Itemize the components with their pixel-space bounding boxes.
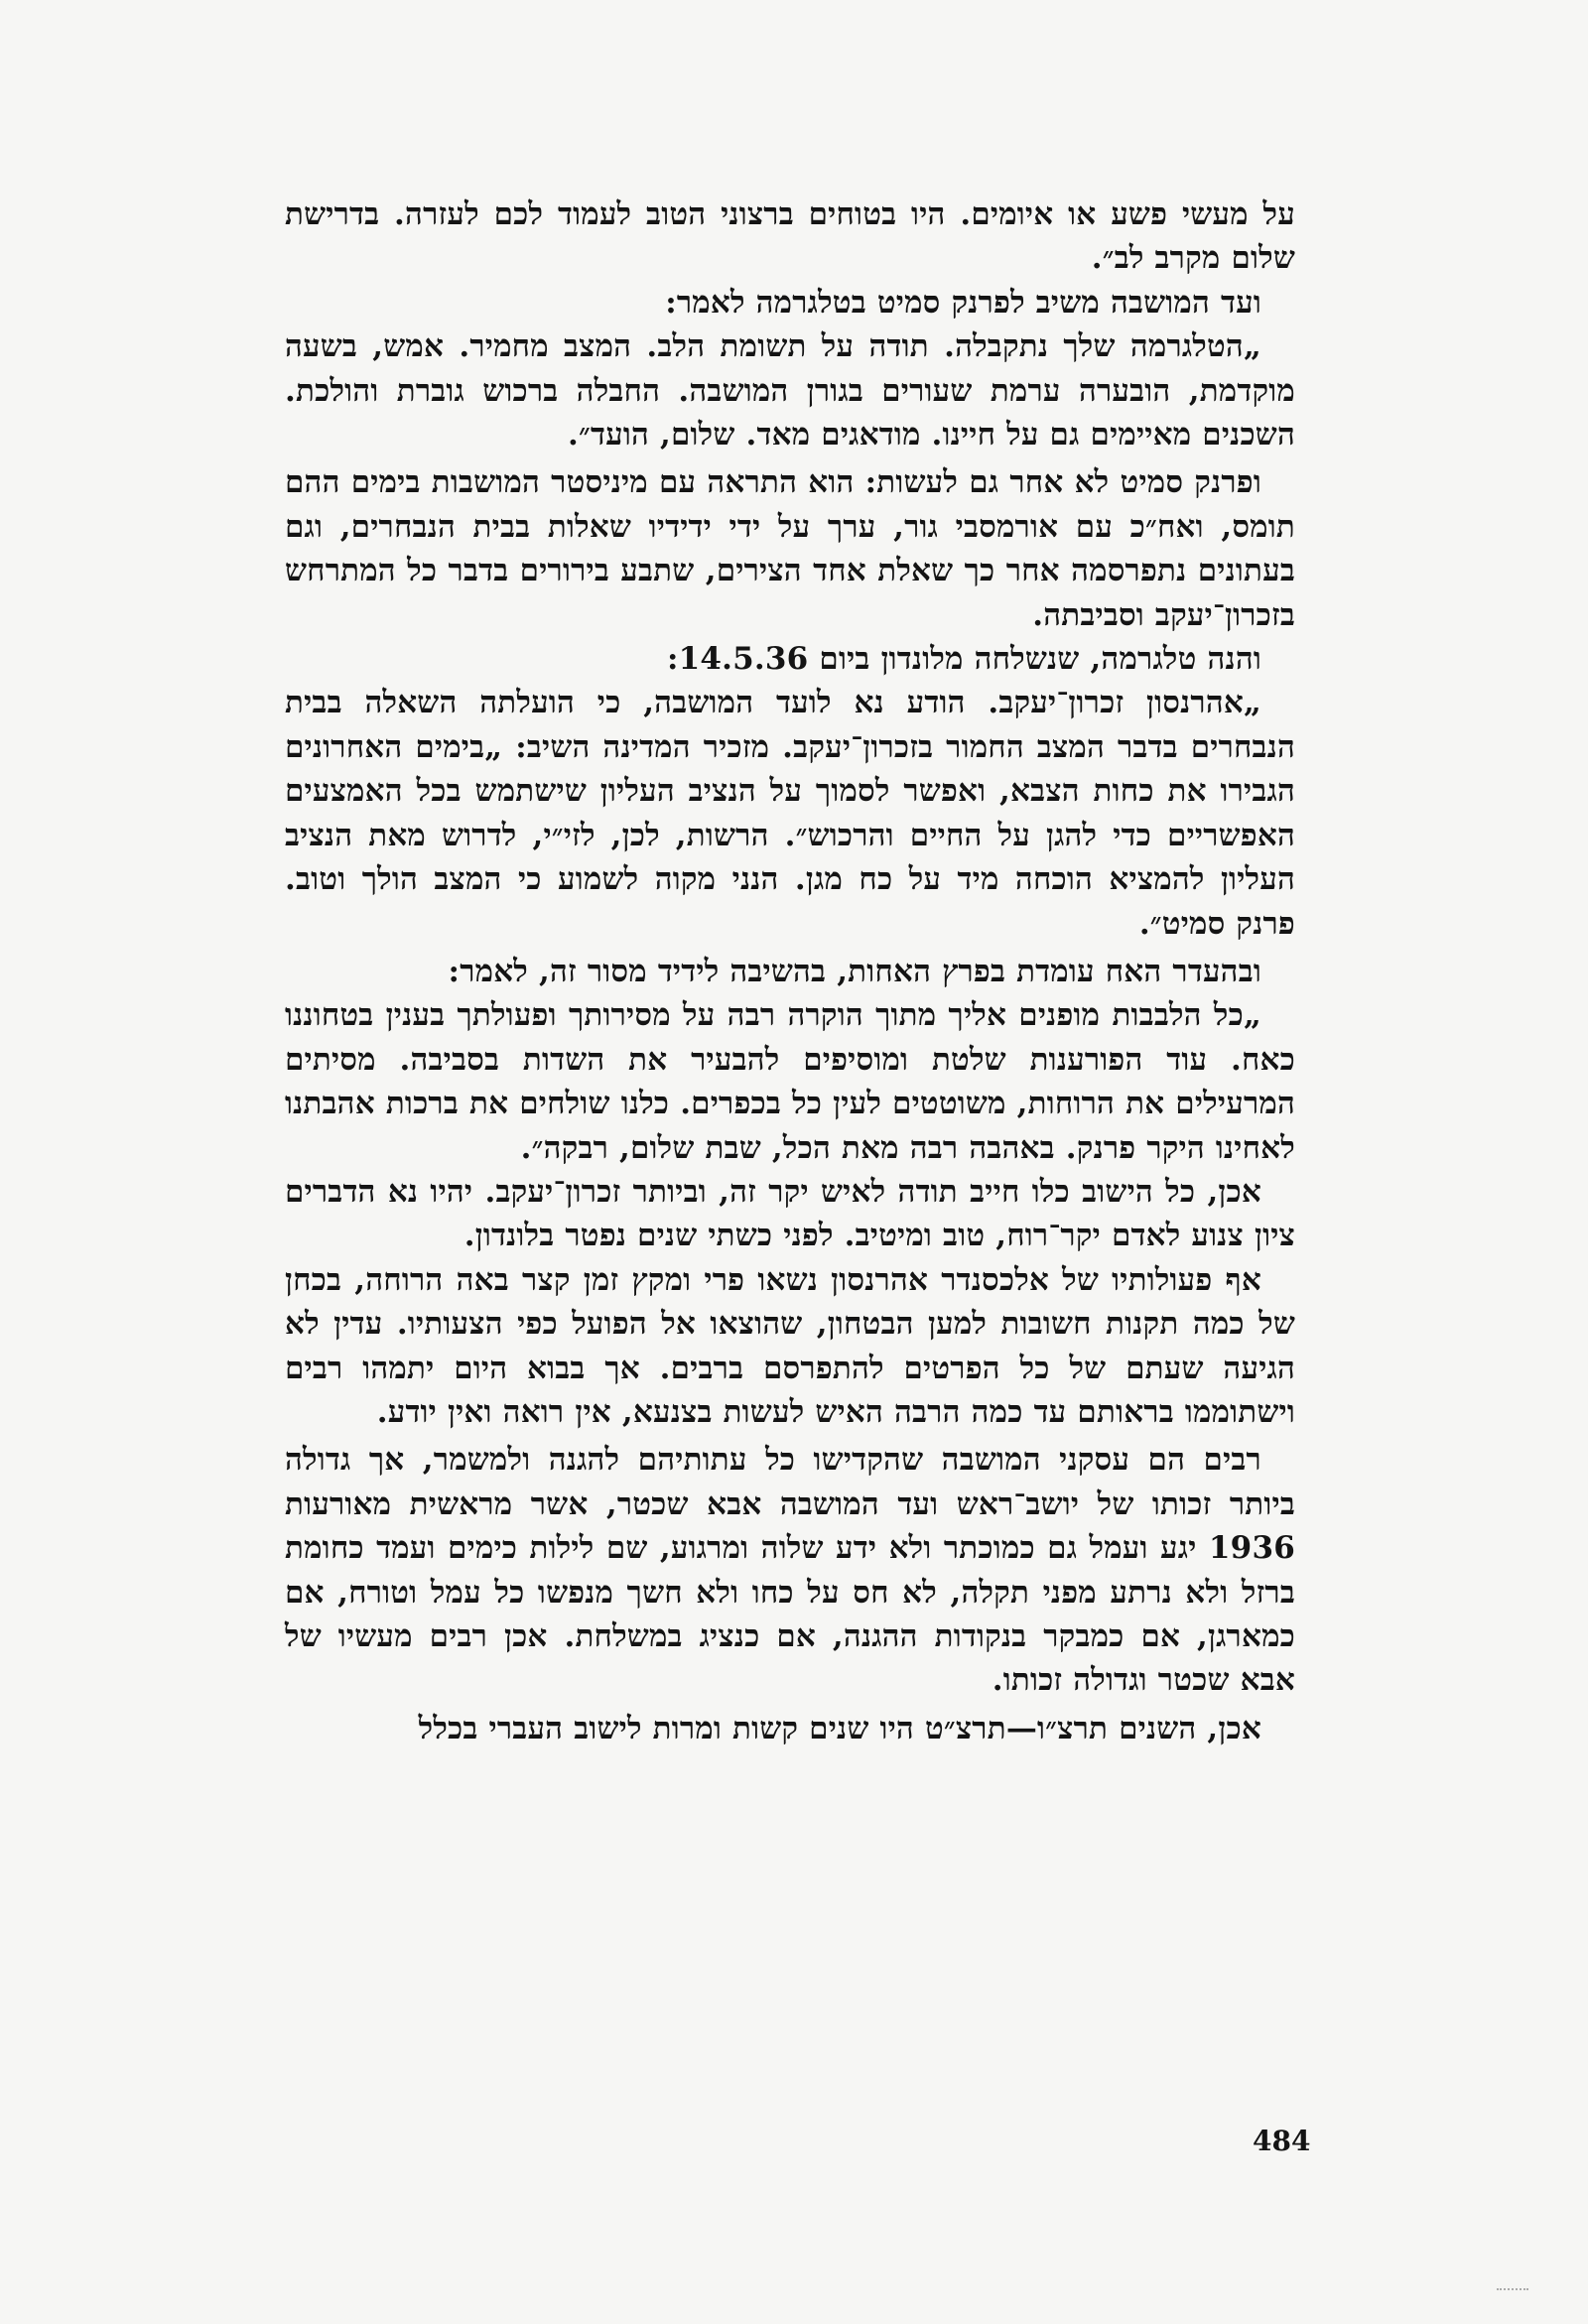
paragraph: ופרנק סמיט לא אחר גם לעשות: הוא התראה עם מיניסטר המושבות בימים ההם תומס, ואח״כ עם אורמסבי גור, ערך על ידי ידידיו שאלות בבית הנבחרים, וגם בעתונים נתפרסמה אחר כך שאלת אחד הצירים, שתבע בירורים בדבר כל המתרחש בזכרון־יעקב וסביבתה.	[285, 464, 1295, 633]
paragraph: אף פעולותיו של אלכסנדר אהרנסון נשאו פרי ומקץ זמן קצר באה הרוחה, בכחן של כמה תקנות חשובות למען הבטחון, שהוצאו אל הפועל כפי הצעותיו. עדין לא הגיעה שעתם של כל הפרטים להתפרסם ברבים. אך בבוא היום יתמהו רבים וישתוממו בראותם עד כמה הרבה האיש לעשות בצנעא, אין רואה ואין יודע.	[285, 1261, 1295, 1430]
body-text	[285, 193, 1295, 1750]
paragraph: „אהרנסון זכרון־יעקב. הודע נא לועד המושבה, כי הועלתה השאלה בבית הנבחרים בדבר המצב החמור בזכרון־יעקב. מזכיר המדינה השיב: „בימים האחרונים הגבירו את כחות הצבא, ואפשר לסמוך על הנציב העליון שישתמש בכל האמצעים האפשריים כדי להגן על החיים והרכוש״. הרשות, לכן, לזי״י, לדרוש מאת הנציב העליון להמציא הוכחה מיד על כח מגן. הנני מקוה לשמוע כי המצב הולך וטוב. פרנק סמיט״.	[285, 685, 1295, 942]
paragraph: על מעשי פשע או איומים. היו בטוחים ברצוני הטוב לעמוד לכם לעזרה. בדרישת שלום מקרב לב״.	[285, 196, 1295, 277]
paragraph: רבים הם עסקני המושבה שהקדישו כל עתותיהם להגנה ולמשמר, אך גדולה ביותר זכותו של יושב־ראש ועד המושבה אבא שכטר, אשר מראשית מאורעות 1936 יגע ועמל גם כמוכתר ולא ידע שלוה ומרגוע, שם לילות כימים ועמד כחומת ברזל ולא נרתע מפני תקלה, לא חס על כחו ולא חשך מנפשו כל עמל וטורח, אם כמארגן, אם כמבקר בנקודות ההגנה, אם כנציג במשלחת. אכן רבים מעשיו של אבא שכטר וגדולה זכותו.	[285, 1442, 1295, 1699]
paragraph: אכן, השנים תרצ״ו—תרצ״ט היו שנים קשות ומרות לישוב העברי בכלל	[418, 1710, 1261, 1746]
paragraph: והנה טלגרמה, שנשלחה מלונדון ביום 14.5.36:	[666, 641, 1261, 678]
scan-mark	[1497, 2288, 1528, 2290]
paragraph: ועד המושבה משיב לפרנק סמיט בטלגרמה לאמר:	[665, 284, 1261, 321]
paragraph: „הטלגרמה שלך נתקבלה. תודה על תשומת הלב. המצב מחמיר. אמש, בשעה מוקדמת, הובערה ערמת שעורים בגורן המושבה. החבלה ברכוש גוברת והולכת. השכנים מאיימים גם על חיינו. מודאגים מאד. שלום, הועד״.	[285, 328, 1295, 453]
paragraph: ובהעדר האח עומדת בפרץ האחות, בהשיבה לידיד מסור זה, לאמר:	[448, 953, 1261, 989]
paragraph: „כל הלבבות מופנים אליך מתוך הוקרה רבה על מסירותך ופעולתך בענין בטחוננו כאח. עוד הפורענות שלטת ומוסיפים להבעיר את השדות בסביבה. מסיתים המרעילים את הרוחות, משוטטים לעין כל בכפרים. כלנו שולחים את ברכות אהבתנו לאחינו היקר פרנק. באהבה רבה מאת הכל, שבת שלום, רבקה״.	[285, 997, 1295, 1166]
paragraph: אכן, כל הישוב כלו חייב תודה לאיש יקר זה, וביותר זכרון־יעקב. יהיו נא הדברים ציון צנוע לאדם יקר־רוח, טוב ומיטיב. לפני כשתי שנים נפטר בלונדון.	[285, 1173, 1295, 1254]
page-number: 484	[1253, 2125, 1311, 2157]
